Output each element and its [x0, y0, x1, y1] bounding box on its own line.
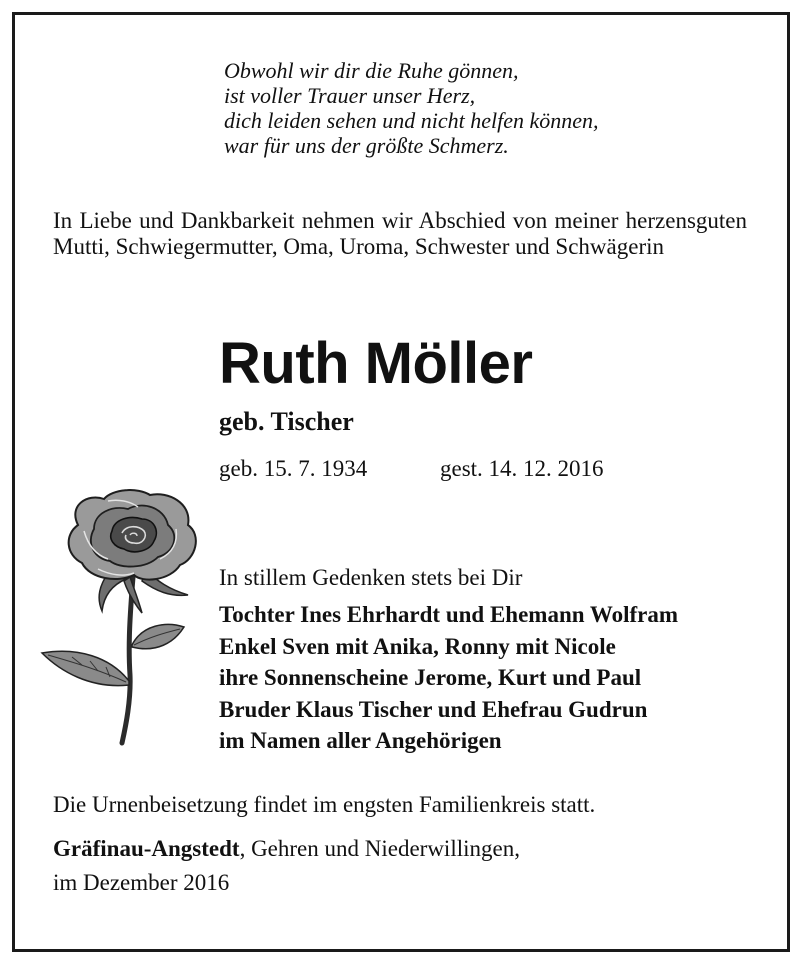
place-town: Gräfinau-Angstedt	[53, 836, 240, 861]
poem-line: dich leiden sehen und nicht helfen können,	[224, 108, 599, 133]
death-date: gest. 14. 12. 2016	[440, 456, 604, 481]
mourner-line: Tochter Ines Ehrhardt und Ehemann Wolfram	[219, 602, 679, 627]
rose-icon	[38, 485, 208, 747]
place-line	[53, 833, 520, 865]
mourner-line: im Namen aller Angehörigen	[219, 728, 502, 753]
deceased-name: Ruth Möller	[219, 331, 533, 396]
mourner-line: ihre Sonnenscheine Jerome, Kurt und Paul	[219, 665, 642, 690]
poem	[224, 58, 599, 158]
birth-date: geb. 15. 7. 1934	[219, 456, 368, 481]
date-line: im Dezember 2016	[53, 870, 230, 895]
funeral-note: Die Urnenbeisetzung findet im engsten Familienkreis statt.	[53, 792, 596, 817]
mourners-list	[219, 599, 678, 757]
poem-line: war für uns der größte Schmerz.	[224, 133, 509, 158]
place-rest: , Gehren und Niederwillingen,	[239, 836, 520, 861]
poem-line: Obwohl wir dir die Ruhe gönnen,	[224, 58, 519, 83]
maiden-name: geb. Tischer	[219, 407, 354, 436]
mourner-line: Enkel Sven mit Anika, Ronny mit Nicole	[219, 633, 616, 659]
intro-text: In Liebe und Dankbarkeit nehmen wir Abschied von meiner herzensguten Mutti, Schwiegermutter, Oma, Uroma, Schwester und Schwägerin	[53, 208, 747, 259]
mourner-line: Bruder Klaus Tischer und Ehefrau Gudrun	[219, 696, 648, 722]
poem-line: ist voller Trauer unser Herz,	[224, 83, 476, 108]
memory-line: In stillem Gedenken stets bei Dir	[219, 565, 523, 590]
